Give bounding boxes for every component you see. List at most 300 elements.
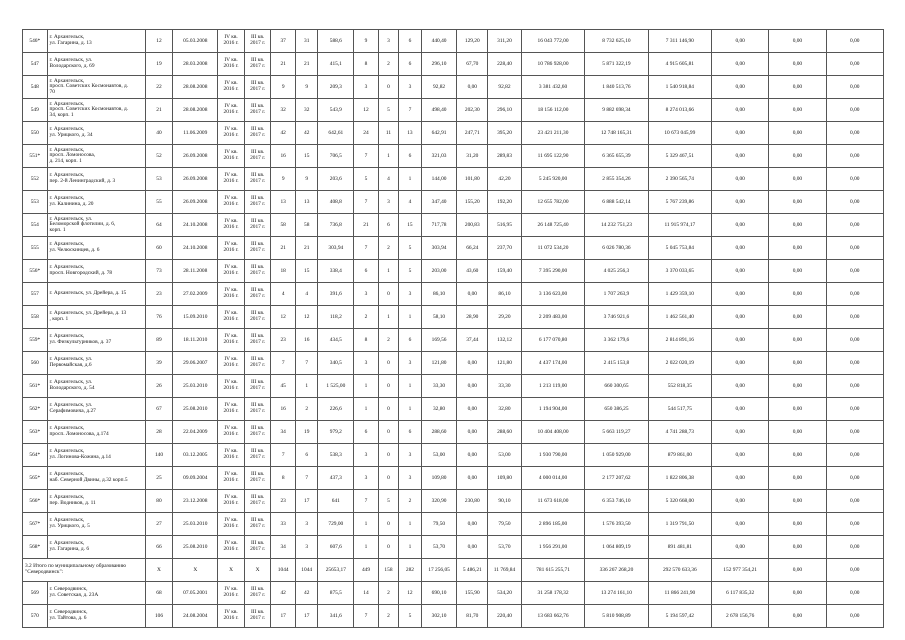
table-cell: 18 156 112,00 [521,99,584,122]
table-cell: IV кв. 2016 г. [218,375,245,398]
table-cell: 19 [295,421,317,444]
table-cell: г. Архангельск, ул. Гагарина, д. 6 [47,536,145,559]
table-cell: 16 [295,329,317,352]
table-cell: III кв. 2017 г. [244,30,271,53]
table-cell: 2 814 891,16 [648,329,711,352]
table-row [23,352,884,375]
table-cell: 3 746 921,6 [585,306,648,329]
table-cell: 17 [271,605,296,628]
table-cell: 58,10 [421,306,457,329]
table-cell: 1 525,00 [318,375,354,398]
table-cell: 3 [295,536,317,559]
table-cell: 34 [271,421,296,444]
table-cell: 220,40 [488,605,522,628]
table-cell: IV кв. 2016 г. [218,582,245,605]
table-cell: 80 [145,490,173,513]
subtotal-cell: 282 [399,559,421,582]
table-cell: III кв. 2017 г. [244,191,271,214]
table-cell: 498,40 [421,99,457,122]
table-cell: IV кв. 2016 г. [218,536,245,559]
table-cell: 717,78 [421,214,457,237]
table-cell: 53,70 [421,536,457,559]
table-cell: 28.11.2008 [173,260,218,283]
table-cell: 5 [399,260,421,283]
table-cell: 4 437 174,00 [521,352,584,375]
table-row [23,214,884,237]
table-cell: 0,00 [769,76,826,99]
table-cell: 28,90 [457,306,488,329]
table-body [23,30,884,628]
table-cell: 25.08.2010 [173,536,218,559]
subtotal-cell: 0,00 [826,559,883,582]
table-cell: 3 136 623,00 [521,283,584,306]
table-cell: 3 381 432,60 [521,76,584,99]
table-cell: г. Архангельск, ул. Володарского, д. 54 [47,375,145,398]
subtotal-cell: 11 769,84 [488,559,522,582]
table-cell: 13 274 161,10 [585,582,648,605]
table-cell: 554 [23,214,48,237]
document-page [22,29,884,628]
table-cell: г. Архангельск, ул. Физкультурников, д. 37 [47,329,145,352]
table-cell: 0,00 [712,214,769,237]
table-cell: 7 [354,145,379,168]
table-cell: 73 [145,260,173,283]
table-cell: III кв. 2017 г. [244,260,271,283]
table-cell: 230,80 [457,490,488,513]
table-cell: 0,00 [769,191,826,214]
table-cell: 55 [145,191,173,214]
table-cell: III кв. 2017 г. [244,76,271,99]
table-cell: 2 177 207,62 [585,467,648,490]
table-cell: 7 [354,237,379,260]
table-cell: г. Архангельск, ул. Урицкого, д. 34 [47,122,145,145]
table-cell: 2 [399,490,421,513]
table-cell: 0,00 [769,237,826,260]
table-cell: 17 [295,490,317,513]
table-cell: 0,00 [826,260,883,283]
table-cell: 0 [378,352,398,375]
table-cell: 6 [378,214,398,237]
table-cell: 0,00 [769,398,826,421]
table-cell: IV кв. 2016 г. [218,329,245,352]
table-cell: 0,00 [457,283,488,306]
table-cell: 2 [354,306,379,329]
table-cell: 5 [378,99,398,122]
table-cell: 3 [378,191,398,214]
table-cell: 0,00 [769,536,826,559]
table-cell: 21 [295,53,317,76]
table-cell: 1 822 806,38 [648,467,711,490]
table-cell: 4 [378,168,398,191]
table-cell: 16 [271,398,296,421]
table-cell: 1 213 119,00 [521,375,584,398]
table-cell: 0,00 [712,513,769,536]
table-cell: 650 386,25 [585,398,648,421]
table-cell: 76 [145,306,173,329]
table-cell: 552 818,35 [648,375,711,398]
table-cell: 0,00 [826,30,883,53]
table-cell: III кв. 2017 г. [244,99,271,122]
table-cell: 5 045 753,84 [648,237,711,260]
table-cell: 31 258 178,32 [521,582,584,605]
table-cell: IV кв. 2016 г. [218,168,245,191]
table-cell: 12 [271,306,296,329]
table-cell: 538,3 [318,444,354,467]
table-cell: 1 194 904,00 [521,398,584,421]
table-cell: 34 [271,536,296,559]
table-cell: 0,00 [769,605,826,628]
table-cell: 0,00 [769,375,826,398]
table-cell: 0,00 [712,398,769,421]
table-cell: 0 [378,536,398,559]
table-cell: 53,00 [488,444,522,467]
table-cell: 660 300,65 [585,375,648,398]
table-cell: 64 [145,214,173,237]
table-cell: 0,00 [457,375,488,398]
table-row [23,306,884,329]
table-cell: 0,00 [769,145,826,168]
table-cell: 0,00 [769,168,826,191]
table-cell: 42 [295,122,317,145]
table-cell: 22 [145,76,173,99]
table-cell: 13 [295,191,317,214]
table-cell: 0,00 [826,467,883,490]
table-cell: 86,10 [421,283,457,306]
subtotal-cell: 25653,17 [318,559,354,582]
table-cell: 5 329 467,51 [648,145,711,168]
table-cell: 3 [399,444,421,467]
table-cell: IV кв. 2016 г. [218,513,245,536]
table-cell: 33 [271,513,296,536]
table-cell: 53 [145,168,173,191]
subtotal-cell: 292 570 633,36 [648,559,711,582]
table-cell: 26.09.2008 [173,191,218,214]
table-cell: 2 855 354,26 [585,168,648,191]
table-cell: 7 [295,352,317,375]
table-cell: 1 [399,306,421,329]
table-cell: 4 [295,283,317,306]
table-cell: IV кв. 2016 г. [218,421,245,444]
table-cell: 8 [354,329,379,352]
table-cell: 2 [378,53,398,76]
table-cell: III кв. 2017 г. [244,214,271,237]
table-cell: г. Архангельск, ул. Калинина, д. 20 [47,191,145,214]
table-cell: III кв. 2017 г. [244,283,271,306]
table-cell: 0,00 [712,76,769,99]
table-cell: 9 [354,30,379,53]
table-cell: 12 [399,582,421,605]
table-cell: 2 896 185,00 [521,513,584,536]
table-cell: 58 [271,214,296,237]
subtotal-cell: 0,00 [769,559,826,582]
table-cell: 0,00 [826,605,883,628]
table-cell: 0,00 [826,168,883,191]
table-cell: 6 [295,444,317,467]
table-cell: 0,00 [826,352,883,375]
table-cell: 05.03.2008 [173,30,218,53]
table-cell: 7 [354,191,379,214]
table-cell: III кв. 2017 г. [244,375,271,398]
table-cell: 09.09.2004 [173,467,218,490]
subtotal-cell: 5 486,21 [457,559,488,582]
table-cell: III кв. 2017 г. [244,582,271,605]
table-cell: 12 655 782,00 [521,191,584,214]
table-row [23,582,884,605]
table-cell: 12 748 165,31 [585,122,648,145]
table-cell: 1 050 929,00 [585,444,648,467]
table-cell: 736,8 [318,214,354,237]
table-cell: 1 [399,513,421,536]
subtotal-cell: 781 615 255,71 [521,559,584,582]
table-cell: 6 [399,421,421,444]
table-cell: 4 915 605,81 [648,53,711,76]
table-cell: 0,00 [712,536,769,559]
table-cell: 23 [145,283,173,306]
table-cell: 288,60 [421,421,457,444]
table-cell: III кв. 2017 г. [244,352,271,375]
table-cell: 11 673 618,00 [521,490,584,513]
table-cell: 45 [271,375,296,398]
table-cell: 3 [354,283,379,306]
table-cell: 0,00 [712,53,769,76]
table-cell: 15 [399,214,421,237]
table-cell: 338,4 [318,260,354,283]
table-cell: IV кв. 2016 г. [218,53,245,76]
table-cell: 0,00 [712,30,769,53]
table-cell: 37,44 [457,329,488,352]
table-cell: 42 [271,122,296,145]
table-cell: 556* [23,260,48,283]
table-row [23,375,884,398]
table-cell: 13 [399,122,421,145]
table-cell: IV кв. 2016 г. [218,490,245,513]
table-cell: 0,00 [826,53,883,76]
table-cell: 4 025 256,3 [585,260,648,283]
table-cell: 10 786 928,00 [521,53,584,76]
table-cell: 564* [23,444,48,467]
table-cell: 12 [295,306,317,329]
table-cell: 92,82 [488,76,522,99]
table-cell: 03.12.2005 [173,444,218,467]
table-cell: 559* [23,329,48,352]
table-cell: 109,80 [421,467,457,490]
table-cell: 569 [23,582,48,605]
table-cell: IV кв. 2016 г. [218,283,245,306]
table-cell: 0,00 [712,444,769,467]
table-cell: 0,00 [769,214,826,237]
table-row [23,421,884,444]
table-cell: 5 663 119,27 [585,421,648,444]
table-cell: 8 [354,53,379,76]
table-cell: 440,40 [421,30,457,53]
table-cell: 0,00 [826,99,883,122]
table-cell: 0 [378,375,398,398]
table-cell: 226,6 [318,398,354,421]
table-cell: IV кв. 2016 г. [218,122,245,145]
table-cell: 52 [145,145,173,168]
table-cell: 18 [271,260,296,283]
table-cell: 0,00 [826,375,883,398]
table-cell: 3 [354,467,379,490]
table-cell: 6 [354,421,379,444]
table-cell: 395,20 [488,122,522,145]
table-cell: 11 [378,122,398,145]
table-cell: 0,00 [457,352,488,375]
table-cell: 25.03.2010 [173,375,218,398]
table-cell: 26.09.2008 [173,168,218,191]
table-cell: 5 [354,168,379,191]
table-cell: 9 [295,76,317,99]
table-cell: 341,6 [318,605,354,628]
subtotal-row [23,559,884,582]
table-cell: 0,00 [712,467,769,490]
table-cell: 15 [295,145,317,168]
table-cell: 23 [271,329,296,352]
table-cell: 0,00 [457,398,488,421]
table-cell: 729,00 [318,513,354,536]
table-cell: 10 404 408,00 [521,421,584,444]
table-cell: 555 [23,237,48,260]
table-cell: 203,00 [421,260,457,283]
table-cell: III кв. 2017 г. [244,467,271,490]
table-cell: г. Архангельск, просп. Ломоносова, д.174 [47,421,145,444]
table-cell: 558 [23,306,48,329]
table-cell: 563* [23,421,48,444]
table-cell: 0,00 [712,421,769,444]
table-cell: 0,00 [769,260,826,283]
table-cell: 29,20 [488,306,522,329]
table-row [23,53,884,76]
table-row [23,605,884,628]
table-cell: 9 [271,168,296,191]
table-cell: 0,00 [769,306,826,329]
table-cell: 29.06.2007 [173,352,218,375]
subtotal-cell: 158 [378,559,398,582]
table-cell: 27.02.2009 [173,283,218,306]
table-cell: 690,10 [421,582,457,605]
table-cell: 2 [378,605,398,628]
subtotal-cell: X [218,559,245,582]
table-cell: 879 861,00 [648,444,711,467]
table-cell: 3 370 033,65 [648,260,711,283]
table-cell: 0,00 [826,582,883,605]
table-cell: 3 [354,76,379,99]
table-cell: 16 043 772,00 [521,30,584,53]
table-cell: 552 [23,168,48,191]
table-row [23,467,884,490]
table-cell: 321,03 [421,145,457,168]
table-cell: 2 415 153,8 [585,352,648,375]
table-row [23,444,884,467]
table-cell: 320,90 [421,490,457,513]
table-cell: 26 148 725,40 [521,214,584,237]
table-cell: 19 [145,53,173,76]
table-cell: 0,00 [712,306,769,329]
table-cell: 570 [23,605,48,628]
table-cell: IV кв. 2016 г. [218,214,245,237]
table-cell: 408,8 [318,191,354,214]
subtotal-cell: 336 267 268,20 [585,559,648,582]
table-cell: 2 [295,398,317,421]
table-cell: 13 683 662,76 [521,605,584,628]
table-cell: 21 [145,99,173,122]
table-cell: 296,10 [421,53,457,76]
table-cell: 32,80 [488,398,522,421]
table-cell: 39 [145,352,173,375]
table-cell: 5 [399,237,421,260]
table-cell: 169,56 [421,329,457,352]
table-cell: 437,3 [318,467,354,490]
table-cell: 3 [399,283,421,306]
table-cell: 8 732 625,10 [585,30,648,53]
table-cell: 26.09.2008 [173,145,218,168]
table-cell: 551* [23,145,48,168]
table-cell: г. Северодвинск, ул. Тайтова, д. 6 [47,605,145,628]
table-cell: 3 [399,76,421,99]
table-cell: 875,5 [318,582,354,605]
table-cell: III кв. 2017 г. [244,444,271,467]
table-cell: 118,2 [318,306,354,329]
table-row [23,490,884,513]
table-cell: 642,61 [318,122,354,145]
table-cell: 28 [145,421,173,444]
table-cell: 60 [145,237,173,260]
table-cell: 31 [295,30,317,53]
table-cell: 90,10 [488,490,522,513]
subtotal-cell: 152 977 354,21 [712,559,769,582]
table-cell: 0 [378,421,398,444]
table-cell: 86,10 [488,283,522,306]
table-cell: 203,6 [318,168,354,191]
table-cell: 1 [399,536,421,559]
table-cell: 0,00 [826,513,883,536]
table-cell: 642,91 [421,122,457,145]
table-cell: IV кв. 2016 г. [218,605,245,628]
table-cell: 0,00 [712,168,769,191]
table-cell: III кв. 2017 г. [244,53,271,76]
table-cell: 7 [354,605,379,628]
table-cell: 1 [295,375,317,398]
table-cell: 641 [318,490,354,513]
table-cell: 9 [295,168,317,191]
table-cell: 0,00 [712,122,769,145]
table-cell: 32 [271,99,296,122]
table-cell: 23.12.2008 [173,490,218,513]
table-cell: 7 395 290,00 [521,260,584,283]
subtotal-cell: 1044 [295,559,317,582]
table-cell: IV кв. 2016 г. [218,467,245,490]
table-cell: 1 [378,260,398,283]
table-cell: 544 517,75 [648,398,711,421]
table-cell: 553 [23,191,48,214]
table-cell: 0,00 [769,421,826,444]
table-cell: IV кв. 2016 г. [218,30,245,53]
table-cell: 11 072 534,20 [521,237,584,260]
table-cell: 13 [271,191,296,214]
table-cell: 40 [145,122,173,145]
table-cell: IV кв. 2016 г. [218,260,245,283]
table-cell: 0,00 [826,444,883,467]
table-row [23,260,884,283]
table-cell: IV кв. 2016 г. [218,237,245,260]
table-cell: 9 882 698,34 [585,99,648,122]
table-cell: 0,00 [826,214,883,237]
table-cell: 79,50 [488,513,522,536]
table-cell: 109,80 [488,467,522,490]
table-cell: 516,95 [488,214,522,237]
table-cell: 7 [354,490,379,513]
table-cell: 5 320 668,00 [648,490,711,513]
